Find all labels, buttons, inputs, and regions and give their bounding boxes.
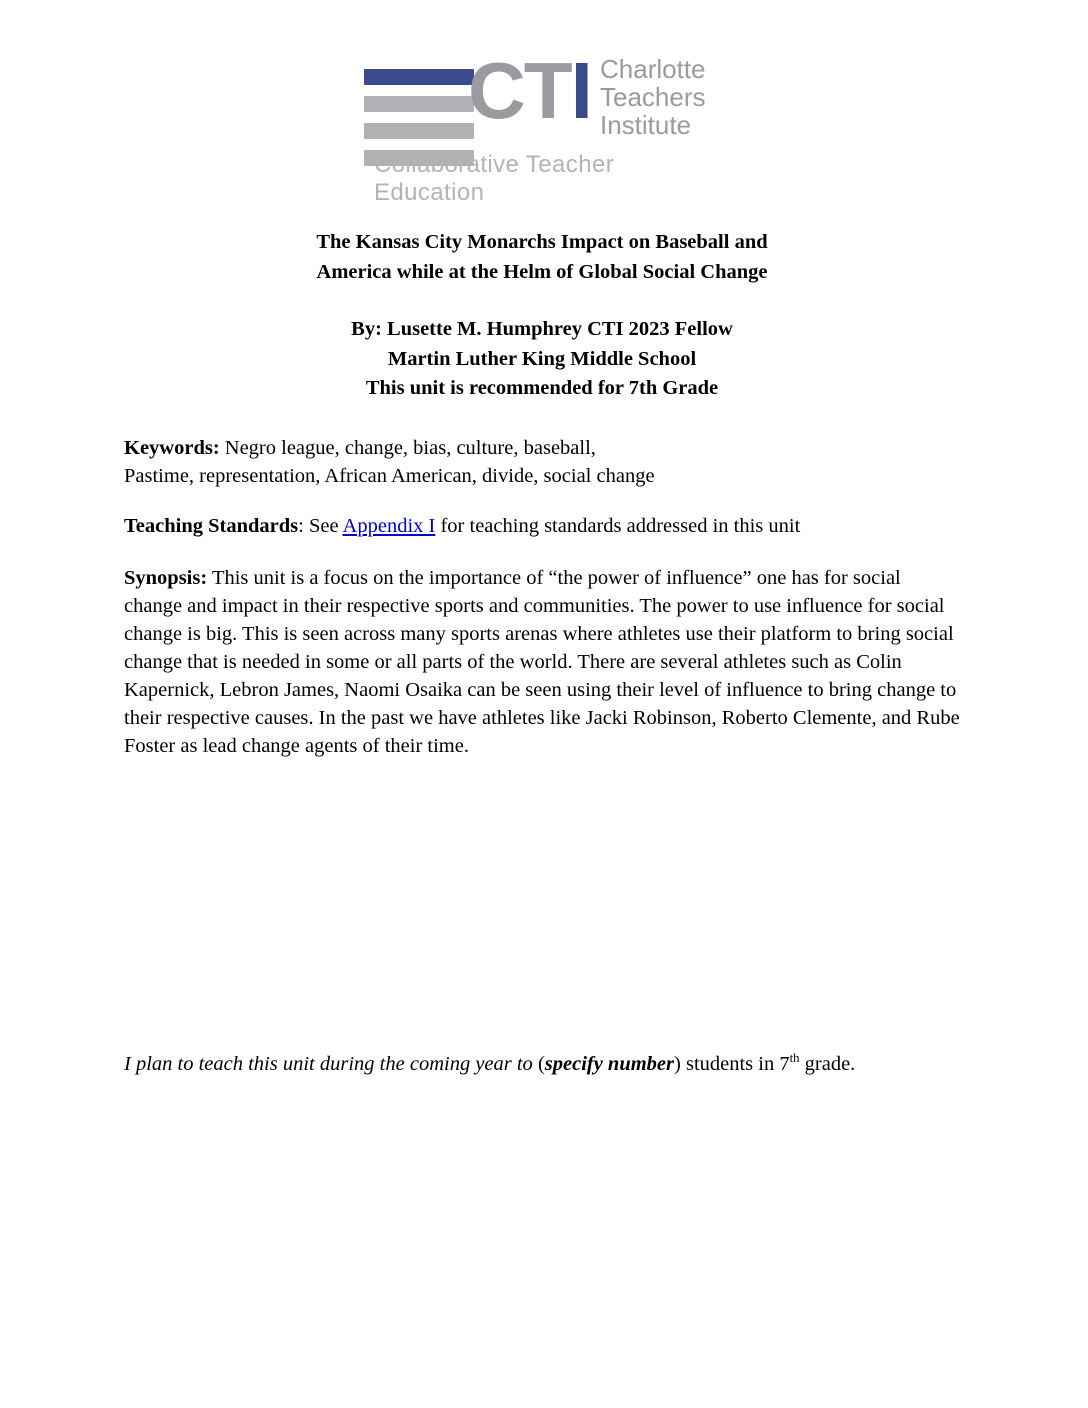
standards-text-after: for teaching standards addressed in this unit bbox=[435, 514, 801, 537]
byline bbox=[124, 315, 960, 404]
synopsis-paragraph bbox=[124, 564, 960, 761]
teaching-standards-label: Teaching Standards bbox=[124, 514, 299, 537]
plan-note-ordinal-suffix: th bbox=[789, 1051, 800, 1066]
byline-author: By: Lusette M. Humphrey CTI 2023 Fellow bbox=[351, 318, 733, 341]
logo-inner bbox=[364, 46, 724, 206]
logo-wordmark bbox=[600, 55, 706, 139]
logo-acronym-t: T bbox=[523, 46, 571, 135]
keywords-paragraph bbox=[124, 434, 960, 490]
keywords-line-1: Negro league, change, bias, culture, baseball, bbox=[219, 436, 596, 459]
byline-school: Martin Luther King Middle School bbox=[387, 347, 697, 370]
title-line-1: The Kansas City Monarchs Impact on Baseball and bbox=[316, 231, 768, 253]
teaching-plan-note bbox=[124, 1050, 964, 1078]
plan-note-paren-open: ( bbox=[537, 1053, 545, 1075]
title-line-2: America while at the Helm of Global Social Change bbox=[316, 260, 768, 283]
logo-acronym bbox=[468, 46, 591, 135]
byline-grade: This unit is recommended for 7th Grade bbox=[365, 377, 719, 400]
appendix-i-link[interactable]: Appendix I bbox=[342, 514, 436, 537]
logo-bar-2 bbox=[364, 96, 474, 112]
plan-note-before: I plan to teach this unit during the coming year to bbox=[124, 1053, 538, 1075]
plan-note-paren-close: ) bbox=[674, 1053, 681, 1075]
keywords-line-2: Pastime, representation, African American, divide, social change bbox=[124, 464, 655, 487]
cti-logo bbox=[0, 46, 1088, 206]
page-title bbox=[124, 228, 960, 287]
logo-acronym-i: I bbox=[570, 46, 591, 135]
synopsis-label: Synopsis: bbox=[124, 566, 208, 589]
plan-note-specify-number: specify number bbox=[544, 1053, 675, 1075]
logo-acronym-c: C bbox=[468, 46, 524, 135]
synopsis-text: This unit is a focus on the importance of “the power of influence” one has for social change and impact in their respective sports and communities. The power to use influence for social change is big. This is seen across many sports arenas where athletes use their platform to bring social change that is needed in some or all parts of the world. There are several athletes such as Colin Kapernick, Lebron James, Naomi Osaika can be seen using their level of influence to bring change to their respective causes. In the past we have athletes like Jacki Robinson, Roberto Clemente, and Rube Foster as lead change agents of their time. bbox=[124, 566, 960, 758]
logo-word-teachers: Teachers bbox=[600, 82, 706, 113]
logo-tagline: Collaborative Teacher Education bbox=[374, 151, 615, 206]
plan-note-end: grade. bbox=[799, 1053, 856, 1075]
logo-word-institute: Institute bbox=[600, 110, 692, 141]
keywords-label: Keywords: bbox=[124, 436, 220, 459]
standards-text-before: : See bbox=[298, 514, 343, 537]
plan-note-after: students in 7 bbox=[680, 1053, 790, 1075]
logo-bar-3 bbox=[364, 123, 474, 139]
document-body bbox=[124, 228, 960, 760]
logo-bar-1 bbox=[364, 69, 474, 85]
logo-word-charlotte: Charlotte bbox=[600, 54, 706, 84]
teaching-standards-paragraph bbox=[124, 512, 960, 540]
